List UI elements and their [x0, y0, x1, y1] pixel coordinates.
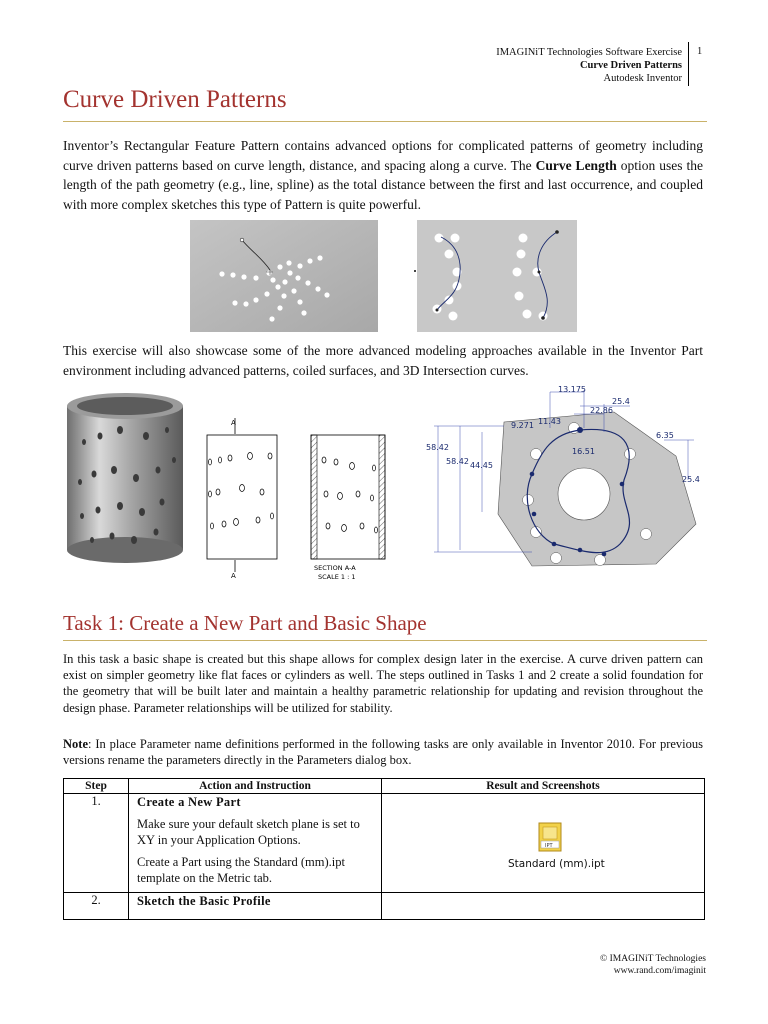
- dim-11-43: 11.43: [538, 417, 561, 426]
- step-title: Create a New Part: [137, 795, 241, 809]
- page-footer: [600, 953, 706, 977]
- dimensioned-plate-drawing: [424, 384, 714, 584]
- footer-copyright: © IMAGINiT Technologies: [600, 954, 706, 964]
- dim-22-86: 22.86: [590, 406, 613, 415]
- step-number: 1.: [64, 794, 129, 893]
- section-mark-bottom: A: [231, 572, 236, 580]
- dim-13-175: 13.175: [558, 385, 586, 394]
- table-row: [64, 794, 705, 893]
- intro-bold-term: Curve Length: [535, 157, 617, 173]
- dim-58-42-a: 58.42: [426, 443, 449, 452]
- radial-pattern-image: [190, 220, 378, 332]
- intro-paragraph: [63, 136, 703, 214]
- header-step: Step: [64, 779, 129, 794]
- section-caption-2: SCALE 1 : 1: [318, 573, 356, 581]
- ipt-file-icon: [538, 822, 562, 852]
- dim-16-51: 16.51: [572, 447, 595, 456]
- note-label: Note: [63, 737, 88, 751]
- header-product: Autodesk Inventor: [603, 73, 682, 84]
- step-instruction: Make sure your default sketch plane is set to XY in your Application Options.: [137, 817, 360, 847]
- dim-9-271: 9.271: [511, 421, 534, 430]
- curve-pattern-image: [417, 220, 577, 332]
- intro-text-1: Inventor’s Rectangular Feature Pattern contains advanced options for complicated patterns of geometry including curve driven patterns based on curve length, distance, and spacing along a curve. The: [63, 138, 703, 173]
- header-action: Action and Instruction: [129, 779, 382, 794]
- footer-url: www.rand.com/imaginit: [613, 966, 706, 976]
- template-file-label: Standard (mm).ipt: [508, 858, 605, 870]
- step-title: Sketch the Basic Profile: [137, 894, 271, 908]
- section-caption-1: SECTION A-A: [314, 564, 356, 572]
- step-instruction: Create a Part using the Standard (mm).ipt template on the Metric tab.: [137, 855, 345, 885]
- note-paragraph: [63, 736, 703, 768]
- header-topic: Curve Driven Patterns: [579, 60, 682, 71]
- title-rule: [63, 121, 707, 122]
- perforated-cylinder-image: [62, 390, 188, 566]
- dim-58-42-b: 58.42: [446, 457, 469, 466]
- page-title: Curve Driven Patterns: [63, 86, 287, 113]
- task1-rule: [63, 640, 707, 641]
- page-header: [496, 46, 682, 85]
- note-text: : In place Parameter name definitions performed in the following tasks are only available in Inventor 2010. For previous versions rename the parameters directly in the Parameters dialog box.: [63, 737, 703, 768]
- task1-heading: Task 1: Create a New Part and Basic Shape: [63, 611, 427, 635]
- section-mark-top: A: [231, 419, 236, 427]
- step-number: 2.: [64, 893, 129, 920]
- stray-dot: [414, 270, 416, 272]
- header-divider: [688, 42, 689, 86]
- dim-25-4-right: 25.4: [682, 475, 700, 484]
- dim-44-45: 44.45: [470, 461, 493, 470]
- front-view-drawing: [198, 416, 304, 582]
- showcase-paragraph: This exercise will also showcase some of the more advanced modeling approaches available in the Inventor Part environment including advanced patterns, coiled surfaces, and 3D Intersection curves.: [63, 343, 703, 378]
- table-row: [64, 893, 705, 920]
- intro-text-2: option uses the length of the path geometry (e.g., line, spline) as the total distance between the first and last occurrence, and coupled with more complex sketches this type of Pattern is quite powerful.: [63, 157, 703, 212]
- header-company: IMAGINiT Technologies Software Exercise: [496, 47, 682, 58]
- ipt-icon-label: IPT: [545, 843, 553, 849]
- task1-paragraph: In this task a basic shape is created but this shape allows for complex design later in the exercise. A curve driven pattern can exist on simpler geometry like flat faces or cylinders as well. The steps outlined in Tasks 1 and 2 create a solid foundation for the geometry that will be built later and maintain a healthy parametric relationship for updating and revision throughout the design phase. Parameter relationships will be utilized for stability.: [63, 652, 703, 715]
- dim-6-35: 6.35: [656, 431, 674, 440]
- header-result: Result and Screenshots: [382, 779, 705, 794]
- section-view-drawing: [306, 430, 396, 586]
- page-number: 1: [697, 46, 703, 57]
- steps-table: [63, 778, 705, 920]
- table-header-row: [64, 779, 705, 794]
- dim-25-4-top: 25.4: [612, 397, 630, 406]
